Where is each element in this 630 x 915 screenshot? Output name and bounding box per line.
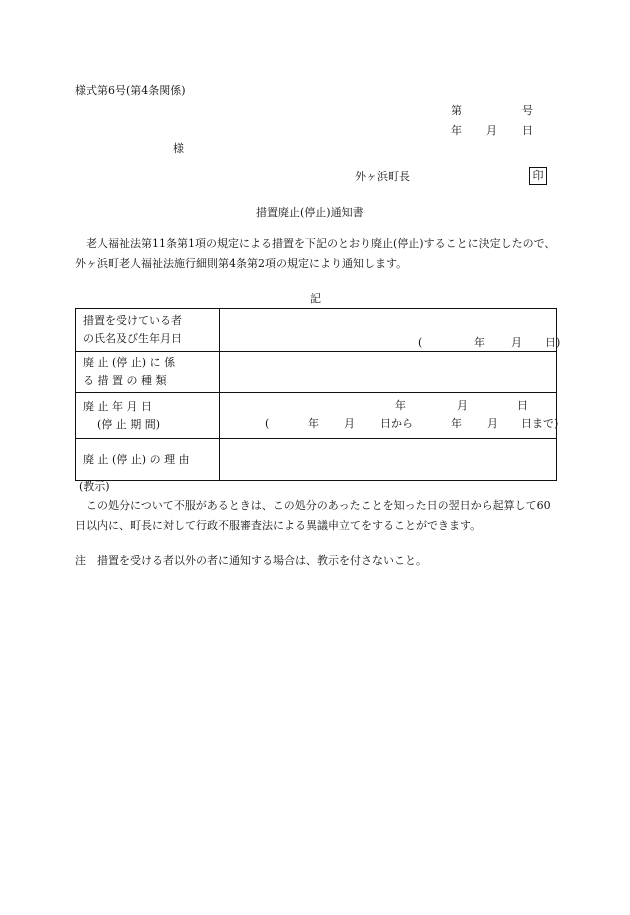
table-row — [76, 352, 557, 393]
date-year: 年 — [451, 124, 462, 137]
period-to-month: 月 — [487, 417, 498, 430]
document-title: 措置廃止(停止)通知書 — [256, 206, 364, 219]
instruction-heading: (教示) — [79, 480, 110, 493]
row-label-line: 措置を受けている者 — [83, 314, 182, 327]
record-table — [75, 308, 561, 481]
document-number-dai: 第 — [451, 104, 462, 117]
row-label-line: の氏名及び生年月日 — [83, 332, 182, 345]
period-to-day: 日まで) — [521, 417, 559, 430]
form-number: 様式第6号(第4条関係) — [75, 84, 186, 97]
row-label-reason: 廃 止 (停 止) の 理 由 — [76, 439, 220, 481]
birth-year: 年 — [474, 336, 485, 349]
birth-paren-open: ( — [418, 336, 423, 349]
period-paren-open: ( — [265, 417, 270, 430]
seal-mark: 印 — [529, 167, 547, 185]
instruction-paragraph: この処分について不服があるときは、この処分のあったことを知った日の翌日から起算して60日以内に、町長に対して行政不服審査法による異議申立てをすることができます。 — [75, 499, 551, 532]
document-number-go: 号 — [522, 104, 533, 117]
date-month: 月 — [486, 124, 497, 137]
ki-label: 記 — [310, 292, 321, 305]
row-value-reason — [220, 439, 557, 481]
period-to-year: 年 — [451, 417, 462, 430]
period-from-year: 年 — [308, 417, 319, 430]
abolish-year: 年 — [395, 399, 406, 412]
row-label-date — [76, 393, 220, 439]
period-from-day: 日から — [380, 417, 413, 430]
issuer-name: 外ヶ浜町長 — [355, 170, 410, 183]
row-value-type — [220, 352, 557, 393]
table-row — [76, 439, 557, 481]
row-label-line: る 措 置 の 種 類 — [83, 374, 167, 387]
date-day: 日 — [522, 124, 533, 137]
row-label-person — [76, 309, 220, 352]
row-label-line: 廃 止 (停 止) に 係 — [83, 356, 176, 369]
table-row — [76, 393, 557, 439]
birth-month: 月 — [511, 336, 522, 349]
body-paragraph: 老人福祉法第11条第1項の規定による措置を下記のとおり廃止(停止)することに決定したので、外ヶ浜町老人福祉法施行細則第4条第2項の規定により通知します。 — [75, 237, 556, 270]
table-row — [76, 309, 557, 352]
row-label-line: 廃 止 年 月 日 — [83, 399, 152, 413]
abolish-month: 月 — [457, 399, 468, 412]
row-label-line: (停 止 期 間) — [97, 417, 161, 431]
row-label-type — [76, 352, 220, 393]
row-value-person — [220, 309, 561, 352]
period-from-month: 月 — [344, 417, 355, 430]
birth-day: 日) — [545, 336, 561, 349]
row-value-date — [220, 393, 557, 439]
note-text: 注 措置を受ける者以外の者に通知する場合は、教示を付さないこと。 — [75, 554, 427, 567]
addressee-honorific: 様 — [173, 142, 184, 155]
abolish-day: 日 — [517, 399, 528, 412]
